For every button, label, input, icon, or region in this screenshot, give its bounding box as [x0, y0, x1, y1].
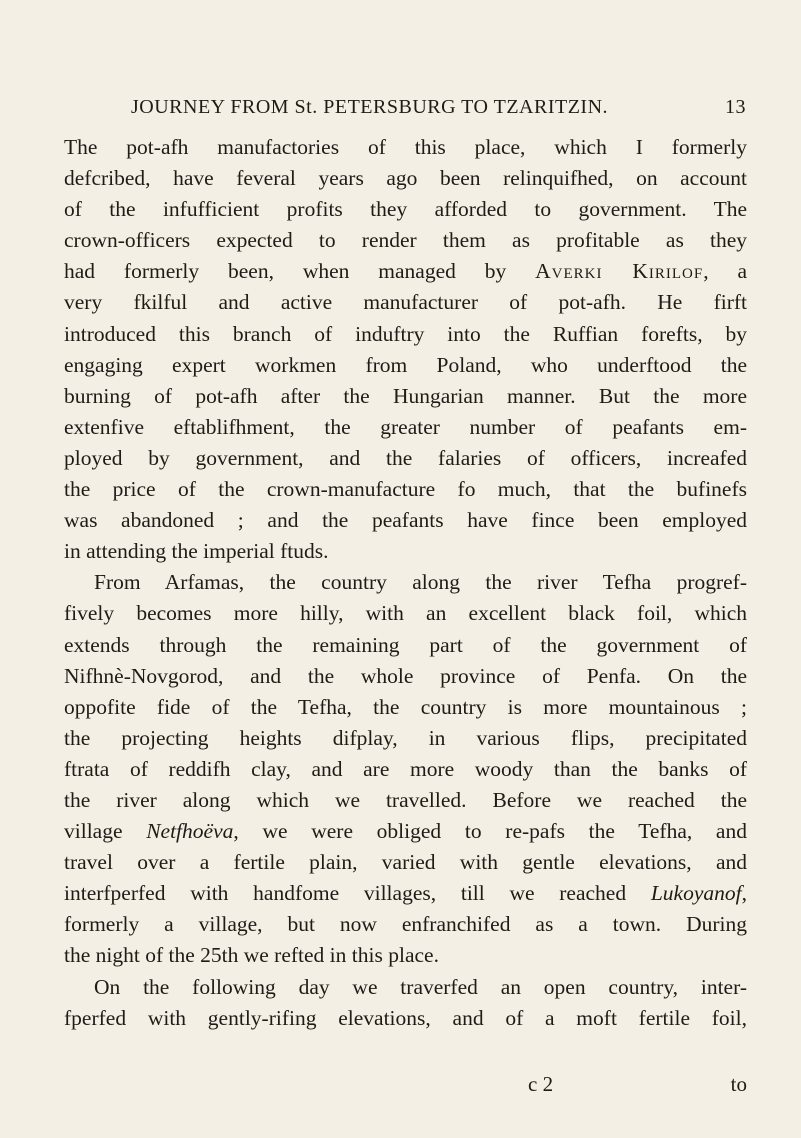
- place-name: Lukoyanof: [650, 881, 742, 906]
- text-line: [64, 785, 747, 816]
- text-run: had formerly been, when managed by: [64, 259, 536, 284]
- page-footer: [64, 1072, 747, 1102]
- text-line: [64, 972, 747, 1003]
- text-line: [64, 598, 747, 629]
- text-line: [64, 256, 747, 287]
- text-line: [64, 163, 747, 194]
- text-run: From Arfamas, the country along the river Tefha progref-: [94, 570, 747, 595]
- text-line: [64, 412, 747, 443]
- text-run: ployed by government, and the falaries of officers, increafed: [64, 445, 747, 470]
- text-line: [64, 287, 747, 318]
- text-line: [64, 1003, 747, 1034]
- text-run: extenfive eftablifhment, the greater number of peafants em-: [64, 414, 747, 439]
- text-run: in attending the imperial ftuds.: [64, 539, 329, 564]
- text-run: extends through the remaining part of the government of: [64, 632, 747, 657]
- text-run: ftrata of reddifh clay, and are more woody than the banks of: [64, 756, 747, 781]
- text-run: engaging expert workmen from Poland, who underftood the: [64, 352, 747, 377]
- page-number: 13: [725, 96, 746, 118]
- running-title: JOURNEY FROM St. PETERSBURG TO TZARITZIN.: [131, 96, 609, 118]
- text-run: the night of the 25th we refted in this place.: [64, 943, 439, 968]
- text-run: the price of the crown-manufacture fo much, that the bufinefs: [64, 477, 747, 502]
- text-run: the river along which we travelled. Before we reached the: [64, 787, 747, 812]
- signature-mark: c 2: [528, 1072, 554, 1096]
- catchword: to: [730, 1072, 747, 1096]
- text-run: fperfed with gently-rifing elevations, and of a moft fertile foil,: [64, 1005, 747, 1030]
- text-line: [64, 723, 747, 754]
- proper-name: Averki Kirilof: [535, 259, 704, 284]
- text-line: [64, 630, 747, 661]
- text-run: was abandoned ; and the peafants have fince been employed: [64, 508, 747, 533]
- text-run: defcribed, have feveral years ago been relinquifhed, on account: [64, 166, 747, 191]
- text-line: [64, 474, 747, 505]
- text-line: [64, 567, 747, 598]
- text-run: burning of pot-afh after the Hungarian manner. But the more: [64, 383, 747, 408]
- text-run: The pot-afh manufactories of this place, which I formerly: [64, 135, 747, 159]
- paragraph: [64, 132, 747, 567]
- body-text: [64, 132, 747, 1034]
- paragraph: [64, 972, 747, 1034]
- text-line: [64, 940, 747, 971]
- text-run: , we were obliged to re-pafs the Tefha, and: [233, 819, 747, 844]
- text-line: [64, 381, 747, 412]
- text-line: [64, 878, 747, 909]
- text-line: [64, 536, 747, 567]
- running-head: [131, 96, 746, 128]
- text-run: Nifhnè-Novgorod, and the whole province of Penfa. On the: [64, 663, 747, 688]
- paragraph: [64, 567, 747, 971]
- text-line: [64, 505, 747, 536]
- text-run: introduced this branch of induftry into the Ruffian forefts, by: [64, 321, 747, 346]
- text-run: fively becomes more hilly, with an excellent black foil, which: [64, 601, 747, 626]
- text-run: , a: [703, 259, 747, 284]
- text-run: of the infufficient profits they afforded to government. The: [64, 197, 747, 222]
- text-run: oppofite fide of the Tefha, the country is more mountainous ;: [64, 694, 747, 719]
- text-line: [64, 692, 747, 723]
- text-line: [64, 847, 747, 878]
- text-line: [64, 194, 747, 225]
- text-line: [64, 443, 747, 474]
- text-run: very fkilful and active manufacturer of pot-afh. He firft: [64, 290, 747, 315]
- text-run: the projecting heights difplay, in various flips, precipitated: [64, 725, 747, 750]
- text-run: formerly a village, but now enfranchifed as a town. During: [64, 912, 747, 937]
- text-run: interfperfed with handfome villages, till we reached: [64, 881, 651, 906]
- text-line: [64, 350, 747, 381]
- text-run: crown-officers expected to render them as profitable as they: [64, 228, 747, 253]
- text-line: [64, 661, 747, 692]
- text-run: village: [64, 819, 147, 844]
- text-run: ,: [741, 881, 747, 906]
- text-line: [64, 319, 747, 350]
- text-line: [64, 754, 747, 785]
- place-name: Netfhoëva: [146, 819, 234, 844]
- text-run: travel over a fertile plain, varied with gentle elevations, and: [64, 850, 747, 875]
- text-run: On the following day we traverfed an open country, inter-: [94, 974, 747, 999]
- text-line: [64, 816, 747, 847]
- text-line: [64, 225, 747, 256]
- text-line: [64, 132, 747, 163]
- text-line: [64, 909, 747, 940]
